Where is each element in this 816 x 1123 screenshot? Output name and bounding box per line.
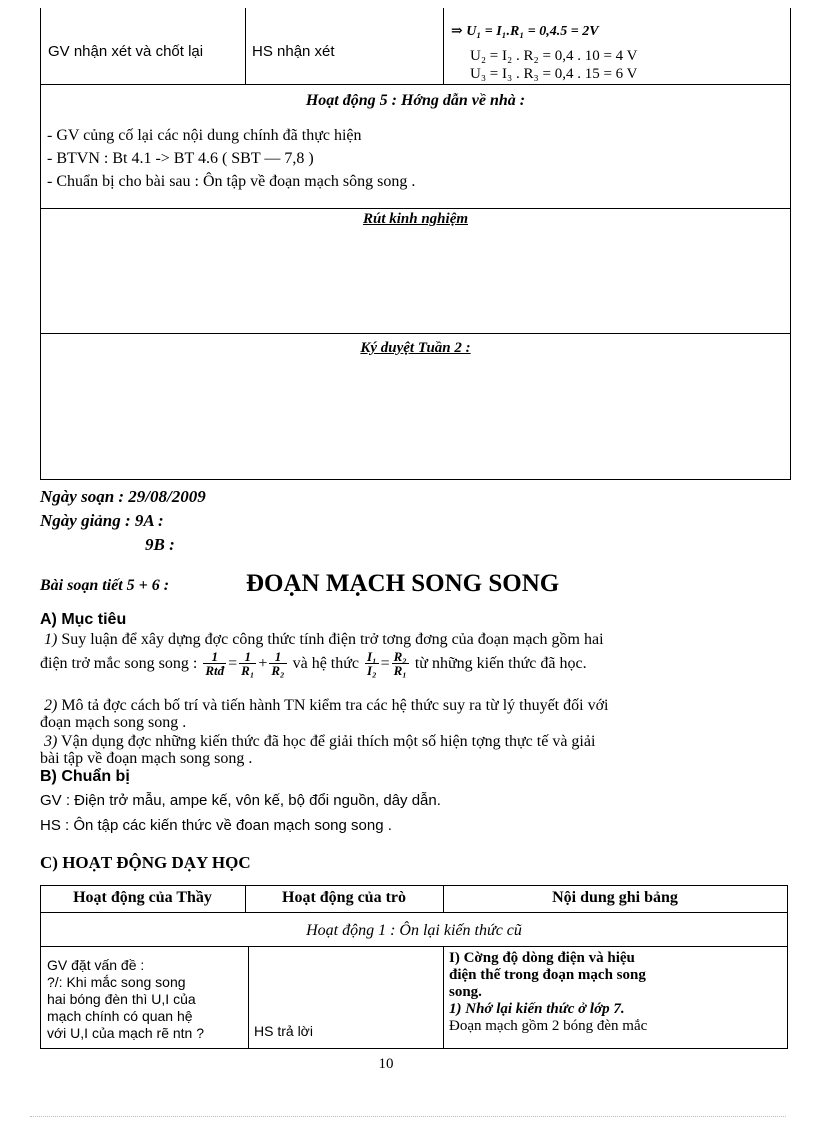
top-table-border-right <box>790 8 791 480</box>
fraction-1-over-r1: $\frac{1}{\text{R₁}}$ <box>241 649 255 678</box>
objective-1-text: Suy luận để xây dựng đợc công thức tính điện trở tơng đơng của đoạn mạch gồm hai <box>61 631 604 648</box>
page-number: 10 <box>378 1056 394 1072</box>
section-b-gv: GV : Điện trở mẫu, ampe kế, vôn kế, bộ đổi nguồn, dây dẫn. <box>40 792 441 809</box>
teacher-line: hai bóng đèn thì U,I của <box>47 991 196 1007</box>
section-b-hs: HS : Ôn tập các kiến thức về đoan mạch song song . <box>40 817 392 834</box>
lesson-label: Bài soạn tiết 5 + 6 : <box>40 577 170 594</box>
top-table-row-divider <box>40 84 791 85</box>
table-border-left <box>40 885 41 1049</box>
table-border-bottom <box>40 1048 788 1049</box>
content-italic-line: 1) Nhớ lại kiến thức ở lớp 7. <box>449 1001 625 1017</box>
row1-formula-u1: ⇒ U₁ = I₁.R₁ = 0,4.5 = 2V <box>451 24 599 39</box>
table-col-divider <box>443 946 444 1049</box>
teacher-line: ?/: Khi mắc song song <box>47 974 186 990</box>
content-bold-line: I) Cờng độ dòng điện và hiệu <box>449 950 635 966</box>
section-c-heading: C) HOẠT ĐỘNG DẠY HỌC <box>40 853 251 872</box>
teacher-line: với U,I của mạch rẽ ntn ? <box>47 1025 205 1040</box>
fraction-1-over-rtd: $\frac{1}{\text{Rtđ}}$ <box>205 649 225 678</box>
objective-1-number: 1) <box>44 631 58 648</box>
objective-1-line2-a: điện trở mắc song song : <box>40 654 198 672</box>
activity5-line: - Chuẩn bị cho bài sau : Ôn tập về đoạn mạch sông song . <box>47 173 416 190</box>
top-table-row-divider <box>40 333 791 334</box>
objective-1-line2-b: và hệ thức <box>292 654 360 672</box>
table-border-top <box>40 885 788 886</box>
equals-sign: = <box>380 654 390 672</box>
date-teaching: Ngày giảng : 9A : <box>40 511 164 530</box>
teacher-line: mạch chính có quan hệ <box>47 1008 193 1024</box>
header-teacher: Hoạt động của Thầy <box>73 889 212 906</box>
objective-2-number: 2) <box>44 697 58 714</box>
section-b-heading: B) Chuẩn bị <box>40 768 130 785</box>
fraction-r2-over-r1: $\frac{\text{R₂}}{\text{R₁}}$ <box>393 649 407 678</box>
student-cell: HS trả lời <box>254 1023 313 1039</box>
objective-1-line2-c: từ những kiến thức đã học. <box>414 654 587 672</box>
top-table-col-divider <box>245 8 246 85</box>
top-table-border-bottom <box>40 479 791 480</box>
objective-1 <box>44 631 604 649</box>
objective-3-text: Vận dụng đợc những kiến thức đã học để giải thích một số hiện tợng thực tế và giải <box>61 733 596 750</box>
fraction-1-over-r2: $\frac{1}{\text{R₂}}$ <box>271 649 285 678</box>
header-content: Nội dung ghi bảng <box>552 889 678 906</box>
date-prepared: Ngày soạn : 29/08/2009 <box>40 487 206 506</box>
row1-formula-u2: U₂ = I₂ . R₂ = 0,4 . 10 = 4 V <box>470 48 638 64</box>
content-cell <box>449 950 647 1035</box>
content-bold-line: điện thế trong đoạn mạch song <box>449 967 646 983</box>
experience-title: Rút kinh nghiệm <box>362 211 469 227</box>
content-bold-line: song. <box>449 984 482 1000</box>
objective-3-number: 3) <box>44 733 58 750</box>
approval-title: Ký duyệt Tuần 2 : <box>360 340 471 356</box>
section-a-heading: A) Mục tiêu <box>40 611 127 628</box>
objective-1-formulas <box>40 650 587 677</box>
content-line: Đoạn mạch gồm 2 bóng đèn mắc <box>449 1018 648 1034</box>
objective-2-continued: đoạn mạch song song . <box>40 714 187 731</box>
row1-formula-u3: U₃ = I₃ . R₃ = 0,4 . 15 = 6 V <box>470 66 638 82</box>
objective-2-text: Mô tả đợc cách bố trí và tiến hành TN kiểm tra các hệ thức suy ra từ lý thuyết đối với <box>61 697 609 714</box>
activity1-title: Hoạt động 1 : Ôn lại kiến thức cũ <box>306 922 522 939</box>
class-9b: 9B : <box>145 535 175 554</box>
table-border-right <box>787 885 788 1049</box>
table-col-divider <box>248 946 249 1049</box>
top-table-row-divider <box>40 208 791 209</box>
table-header-divider <box>40 912 788 913</box>
objective-3-continued: bài tập về đoạn mạch song song . <box>40 750 253 767</box>
top-table-border-left <box>40 8 41 480</box>
activity5-line: - GV củng cố lại các nội dung chính đã thực hiện <box>47 127 362 144</box>
teacher-cell <box>47 957 204 1040</box>
row1-teacher-cell: GV nhận xét và chốt lại <box>48 43 204 60</box>
lesson-title: ĐOẠN MẠCH SONG SONG <box>246 570 560 597</box>
plus-sign: + <box>258 654 268 672</box>
equals-sign: = <box>228 654 238 672</box>
objective-3 <box>44 733 595 751</box>
activity5-line: - BTVN : Bt 4.1 -> BT 4.6 ( SBT — 7,8 ) <box>47 150 314 167</box>
table-activity-divider <box>40 946 788 947</box>
objective-2 <box>44 697 608 715</box>
row1-student-cell: HS nhận xét <box>252 43 335 60</box>
teacher-line: GV đặt vấn đề : <box>47 957 145 973</box>
activity5-title: Hoạt động 5 : Hớng dẫn về nhà : <box>305 92 526 109</box>
top-table-col-divider <box>443 8 444 85</box>
fraction-i1-over-i2: $\frac{\text{I₁}}{\text{I₂}}$ <box>367 649 377 678</box>
header-student: Hoạt động của trò <box>282 889 406 906</box>
page-bottom-dotted-rule <box>30 1116 786 1117</box>
